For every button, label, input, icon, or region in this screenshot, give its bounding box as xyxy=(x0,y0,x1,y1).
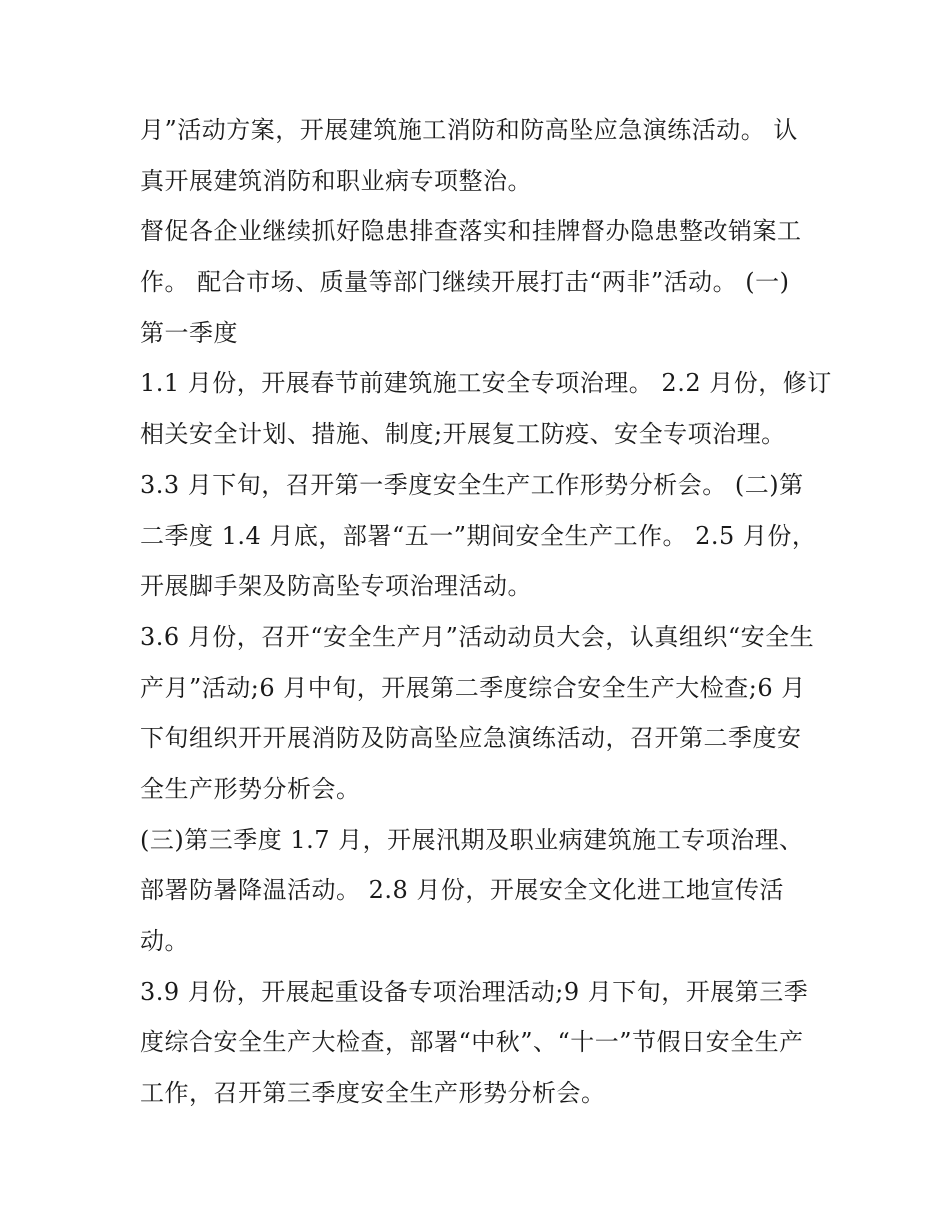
document-body xyxy=(140,105,832,1119)
text-line-14: 全生产形势分析会。 xyxy=(140,774,361,803)
text-line-12: 产月”活动;6 月中旬，开展第二季度综合安全生产大检查;6 月 xyxy=(140,673,806,702)
text-line-1: 月”活动方案，开展建筑施工消防和防高坠应急演练活动。 认 xyxy=(140,116,798,144)
text-line-20: 工作，召开第三季度安全生产形势分析会。 xyxy=(140,1079,606,1108)
text-line-18: 3.9 月份，开展起重设备专项治理活动;9 月下旬，开展第三季 xyxy=(140,977,809,1006)
text-line-16: 部署防暑降温活动。 2.8 月份，开展安全文化进工地宣传活 xyxy=(140,876,784,905)
text-line-8: 3.3 月下旬，召开第一季度安全生产工作形势分析会。 (二)第 xyxy=(140,470,804,499)
text-line-17: 动。 xyxy=(140,927,189,955)
text-line-11: 3.6 月份，召开“安全生产月”活动动员大会，认真组织“安全生 xyxy=(140,622,815,651)
text-line-10: 开展脚手架及防高坠专项治理活动。 xyxy=(140,572,532,601)
text-line-19: 度综合安全生产大检查，部署“中秋”、“十一”节假日安全生产 xyxy=(140,1028,804,1057)
text-line-7: 相关安全计划、措施、制度;开展复工防疫、安全专项治理。 xyxy=(140,420,786,449)
text-line-4: 作。 配合市场、质量等部门继续开展打击“两非”活动。 (一) xyxy=(140,268,790,297)
text-line-6: 1.1 月份，开展春节前建筑施工安全专项治理。 2.2 月份，修订 xyxy=(140,369,832,398)
text-line-15: (三)第三季度 1.7 月，开展汛期及职业病建筑施工专项治理、 xyxy=(140,825,804,854)
text-line-2: 真开展建筑消防和职业病专项整治。 xyxy=(140,166,532,195)
text-line-3: 督促各企业继续抓好隐患排查落实和挂牌督办隐患整改销案工 xyxy=(140,217,802,246)
text-line-13: 下旬组织开开展消防及防高坠应急演练活动，召开第二季度安 xyxy=(140,724,802,753)
text-line-9: 二季度 1.4 月底，部署“五一”期间安全生产工作。 2.5 月份， xyxy=(140,521,817,550)
text-line-5: 第一季度 xyxy=(140,318,238,347)
